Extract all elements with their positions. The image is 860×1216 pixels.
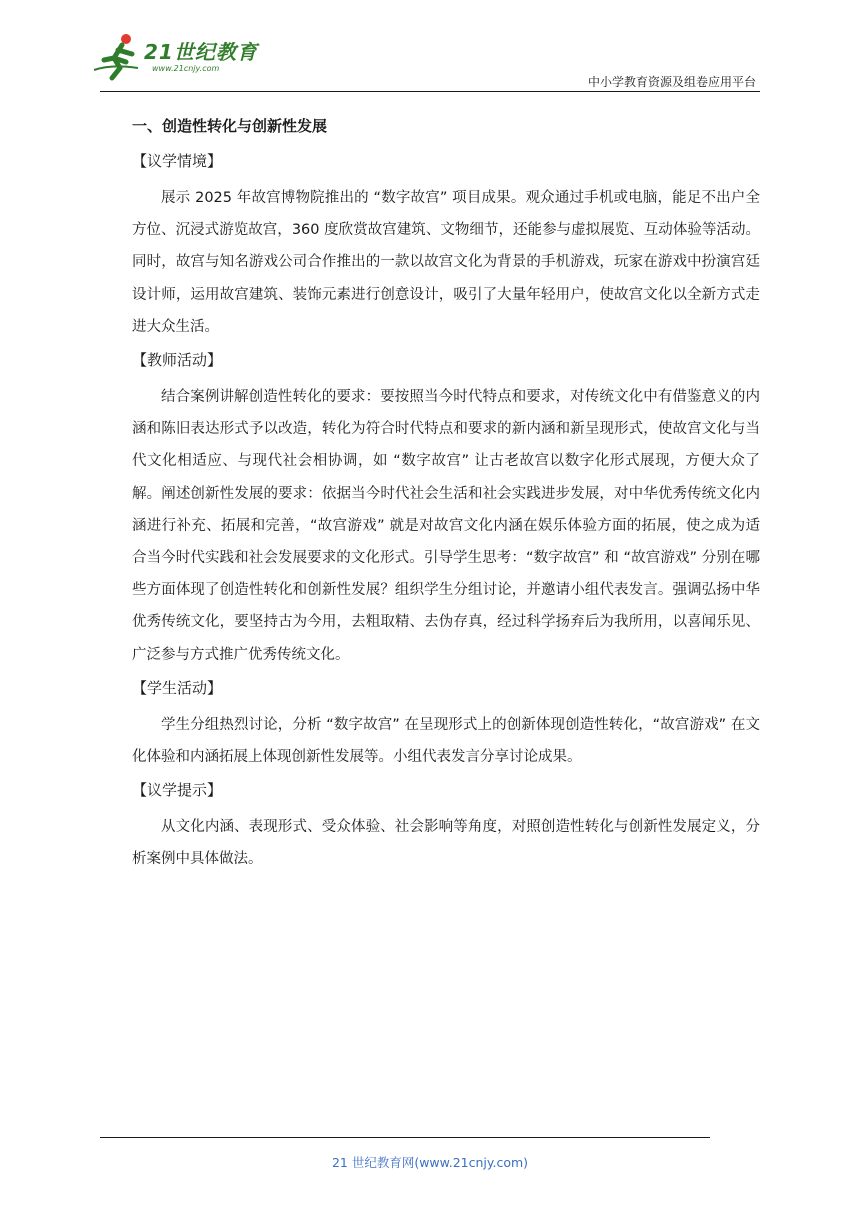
runner-logo-icon xyxy=(92,30,148,82)
logo-url: www.21cnjy.com xyxy=(152,64,220,73)
section-tag-teacher: 【教师活动】 xyxy=(132,351,223,370)
student-paragraph: 学生分组热烈讨论，分析 “数字故宫” 在呈现形式上的创新体现创造性转化，“故宫游戏” 在文化体验和内涵拓展上体现创新性发展等。小组代表发言分享讨论成果。 xyxy=(132,716,760,766)
document-body xyxy=(132,116,760,882)
section-tag-student: 【学生活动】 xyxy=(132,678,223,697)
platform-name: 中小学教育资源及组卷应用平台 xyxy=(587,75,756,89)
header-divider xyxy=(100,91,760,92)
teacher-paragraph: 结合案例讲解创造性转化的要求：要按照当今时代特点和要求，对传统文化中有借鉴意义的内涵和陈旧表达形式予以改造，转化为符合时代特点和要求的新内涵和新呈现形式，使故宫文化与当代文化相适应、与现代社会相协调，如 “数字故宫” 让古老故宫以数字化形式展现，方便大众了解。阐述创新性发展的要求：依据当今时代社会生活和社会实践进步发展，对中华优秀传统文化内涵进行补充、拓展和完善，“故宫游戏” 就是对故宫文化内涵在娱乐体验方面的拓展，使之成为适合当今时代实践和社会发展要求的文化形式。引导学生思考：“数字故宫” 和 “故宫游戏” 分别在哪些方面体现了创造性转化和创新性发展？组织学生分组讨论，并邀请小组代表发言。强调弘扬中华优秀传统文化，要坚持古为今用，去粗取精、去伪存真，经过科学扬弃后为我所用，以喜闻乐见、广泛参与方式推广优秀传统文化。 xyxy=(132,389,760,663)
section-heading: 一、创造性转化与创新性发展 xyxy=(132,117,328,135)
section-tag-hint: 【议学提示】 xyxy=(132,781,223,800)
footer-divider xyxy=(100,1137,710,1138)
footer-link[interactable]: 21 世纪教育网(www.21cnjy.com) xyxy=(331,1155,529,1170)
logo-text: 21世纪教育 xyxy=(144,40,258,64)
section-tag-scenario: 【议学情境】 xyxy=(132,152,223,170)
page-header xyxy=(0,0,860,100)
hint-paragraph: 从文化内涵、表现形式、受众体验、社会影响等角度，对照创造性转化与创新性发展定义，分析案例中具体做法。 xyxy=(132,819,760,868)
scenario-paragraph: 展示 2025 年故宫博物院推出的 “数字故宫” 项目成果。观众通过手机或电脑，能足不出户全方位、沉浸式游览故宫，360 度欣赏故宫建筑、文物细节，还能参与虚拟展览、互动体验等活动。同时，故宫与知名游戏公司合作推出的一款以故宫文化为背景的手机游戏，玩家在游戏中扮演宫廷设计师，运用故宫建筑、装饰元素进行创意设计，吸引了大量年轻用户，使故宫文化以全新方式走进大众生活。 xyxy=(132,190,760,335)
site-logo[interactable] xyxy=(92,30,262,82)
